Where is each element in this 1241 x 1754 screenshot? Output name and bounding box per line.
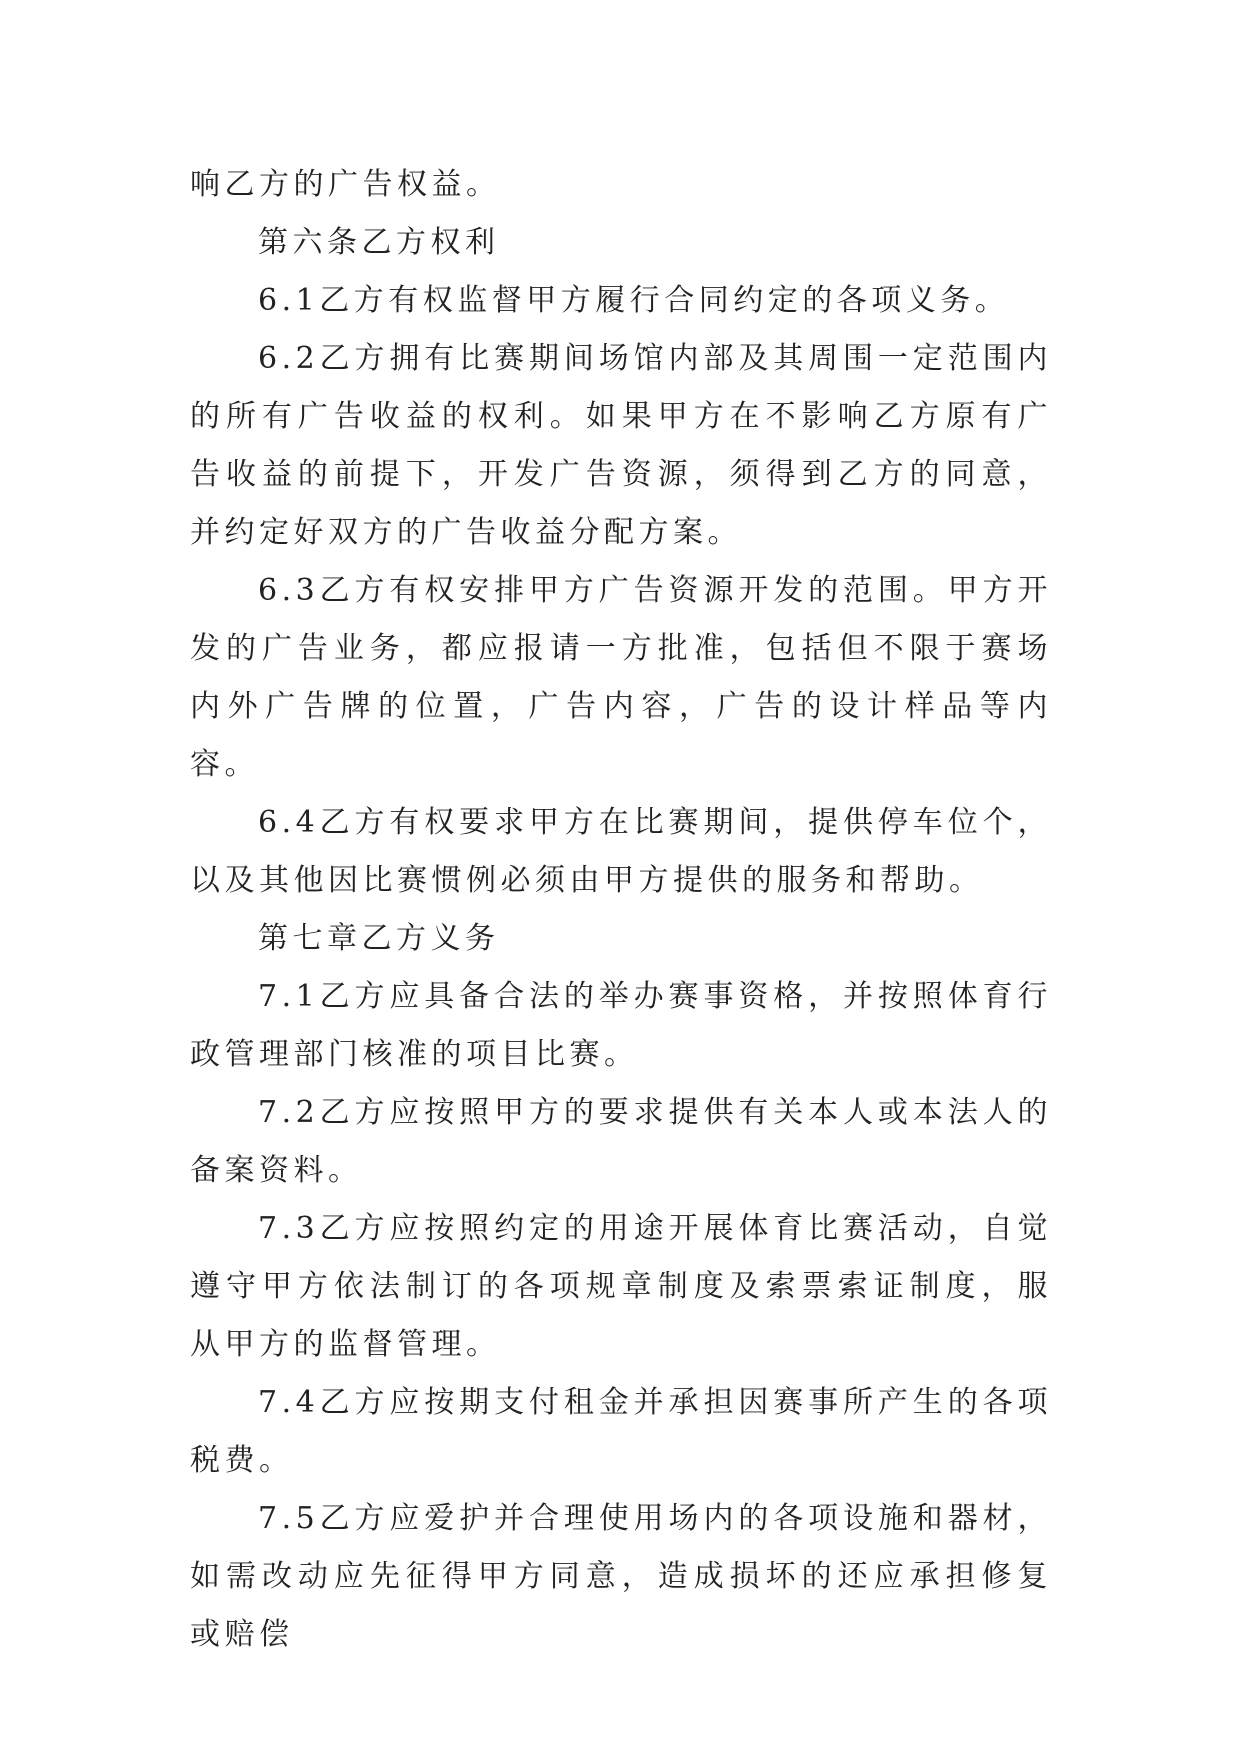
clause-7-2: 7.2乙方应按照甲方的要求提供有关本人或本法人的备案资料。 bbox=[190, 1095, 1052, 1188]
clause-6-1: 6.1乙方有权监督甲方履行合同约定的各项义务。 bbox=[258, 283, 1010, 318]
clause-7-3: 7.3乙方应按照约定的用途开展体育比赛活动，自觉遵守甲方依法制订的各项规章制度及索票索证制度，服从甲方的监督管理。 bbox=[190, 1211, 1052, 1362]
clause-6-3: 6.3乙方有权安排甲方广告资源开发的范围。甲方开发的广告业务，都应报请一方批准，包括但不限于赛场内外广告牌的位置，广告内容，广告的设计样品等内容。 bbox=[190, 573, 1052, 782]
document-body bbox=[190, 156, 1052, 1664]
clause-6-4: 6.4乙方有权要求甲方在比赛期间，提供停车位个，以及其他因比赛惯例必须由甲方提供的服务和帮助。 bbox=[190, 805, 1052, 898]
clause-7-1: 7.1乙方应具备合法的举办赛事资格，并按照体育行政管理部门核准的项目比赛。 bbox=[190, 979, 1052, 1072]
clause-7-5: 7.5乙方应爱护并合理使用场内的各项设施和器材，如需改动应先征得甲方同意，造成损坏的还应承担修复或赔偿 bbox=[190, 1501, 1052, 1652]
section-heading-article-6: 第六条乙方权利 bbox=[258, 225, 500, 260]
clause-6-2: 6.2乙方拥有比赛期间场馆内部及其周围一定范围内的所有广告收益的权利。如果甲方在不影响乙方原有广告收益的前提下，开发广告资源，须得到乙方的同意，并约定好双方的广告收益分配方案。 bbox=[190, 341, 1052, 550]
clause-7-4: 7.4乙方应按期支付租金并承担因赛事所产生的各项税费。 bbox=[190, 1385, 1052, 1478]
section-heading-chapter-7: 第七章乙方义务 bbox=[258, 921, 500, 956]
paragraph-continuation: 响乙方的广告权益。 bbox=[190, 167, 501, 202]
